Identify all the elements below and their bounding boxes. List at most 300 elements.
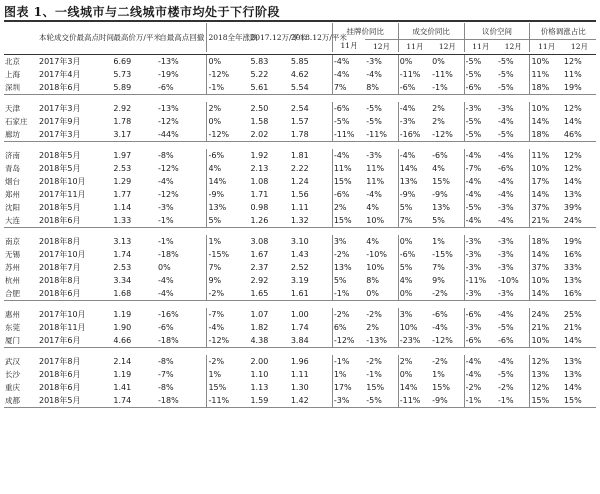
price-cut-nov-cell: 14% bbox=[530, 248, 563, 261]
price-2018-cell: 1.32 bbox=[290, 214, 333, 228]
drawdown-cell: -44% bbox=[157, 128, 207, 142]
bargain-nov-cell: -7% bbox=[464, 162, 497, 175]
price-2017-cell: 1.82 bbox=[250, 323, 269, 332]
price-cut-nov-cell: 10% bbox=[530, 55, 563, 69]
price-cut-nov-cell: 14% bbox=[530, 188, 563, 201]
deal-yoy-nov-cell: -4% bbox=[398, 149, 431, 162]
listing-yoy-dec-cell: 2% bbox=[366, 323, 379, 332]
rise-2018-cell: 1% bbox=[207, 235, 250, 248]
listing-yoy-nov-cell: 1% bbox=[332, 368, 365, 381]
listing-yoy-dec-cell: 4% bbox=[366, 237, 379, 246]
peak-price-cell: 2.53 bbox=[113, 164, 132, 173]
price-cut-nov-cell: 18% bbox=[530, 128, 563, 142]
bargain-nov-cell: -4% bbox=[464, 188, 497, 201]
rise-2018-cell: -12% bbox=[207, 128, 250, 142]
listing-yoy-nov-cell: -3% bbox=[332, 394, 365, 408]
rise-2018-cell: -7% bbox=[207, 308, 250, 321]
deal-yoy-dec-cell: 15% bbox=[432, 177, 450, 186]
listing-yoy-dec-cell: -2% bbox=[366, 310, 382, 319]
drawdown-cell: -13% bbox=[158, 57, 179, 66]
listing-yoy-nov-cell: 5% bbox=[332, 274, 365, 287]
listing-yoy-dec-cell: 8% bbox=[365, 81, 398, 95]
listing-yoy-dec-cell: 15% bbox=[366, 383, 385, 392]
listing-yoy-nov-cell: -11% bbox=[332, 128, 365, 142]
drawdown-cell: 0% bbox=[158, 263, 171, 272]
listing-yoy-nov-cell: -1% bbox=[332, 287, 365, 301]
group-gap bbox=[4, 228, 596, 236]
rise-2018-cell: -9% bbox=[207, 188, 250, 201]
deal-yoy-dec-cell: 5% bbox=[431, 214, 464, 228]
price-2018-cell: 1.78 bbox=[290, 128, 333, 142]
deal-yoy-dec-cell: 9% bbox=[432, 276, 445, 285]
header-price-2017-12: 2017.12万/平米 bbox=[250, 33, 307, 42]
deal-yoy-dec-cell: 1% bbox=[432, 237, 445, 246]
rise-2018-cell: -2% bbox=[207, 355, 250, 368]
price-cut-nov-cell: 18% bbox=[530, 235, 563, 248]
price-2018-cell: 3.84 bbox=[290, 334, 333, 348]
price-cut-nov-cell: 21% bbox=[530, 321, 563, 334]
header-month: 12月 bbox=[563, 40, 596, 53]
rise-2018-cell: 2% bbox=[207, 102, 250, 115]
deal-yoy-dec-cell: 1% bbox=[432, 370, 445, 379]
price-2018-cell: 1.11 bbox=[290, 203, 309, 212]
bargain-nov-cell: -5% bbox=[464, 55, 497, 69]
bargain-nov-cell: -4% bbox=[464, 175, 497, 188]
drawdown-cell: -18% bbox=[158, 250, 179, 259]
peak-price-cell: 1.29 bbox=[113, 177, 132, 186]
peak-price-cell: 1.33 bbox=[112, 214, 157, 228]
city-cell: 长沙 bbox=[5, 370, 20, 379]
rise-2018-cell: 5% bbox=[207, 214, 250, 228]
bargain-dec-cell: -3% bbox=[498, 203, 514, 212]
city-cell: 烟台 bbox=[5, 177, 20, 186]
deal-yoy-nov-cell: 14% bbox=[398, 381, 431, 394]
group-gap bbox=[4, 142, 596, 150]
table-row bbox=[4, 201, 596, 214]
price-2017-cell: 1.71 bbox=[250, 190, 269, 199]
table-row bbox=[4, 115, 596, 128]
peak-price-cell: 1.19 bbox=[113, 370, 132, 379]
header-month: 11月 bbox=[398, 40, 431, 53]
peak-time-cell: 2018年6月 bbox=[38, 214, 112, 228]
price-cut-nov-cell: 10% bbox=[530, 334, 563, 348]
deal-yoy-nov-cell: -4% bbox=[398, 102, 431, 115]
peak-price-cell: 5.89 bbox=[112, 81, 157, 95]
price-cut-dec-cell: 16% bbox=[563, 250, 582, 259]
listing-yoy-dec-cell: 11% bbox=[366, 177, 385, 186]
city-cell: 重庆 bbox=[5, 383, 20, 392]
price-2017-cell: 4.38 bbox=[249, 334, 289, 348]
bargain-nov-cell: -3% bbox=[464, 248, 497, 261]
drawdown-cell: -7% bbox=[158, 370, 174, 379]
price-cut-dec-cell: 14% bbox=[563, 383, 582, 392]
header-listing-yoy: 挂牌价同比 bbox=[332, 23, 398, 40]
deal-yoy-dec-cell: -12% bbox=[431, 128, 464, 142]
listing-yoy-nov-cell: 15% bbox=[332, 214, 365, 228]
price-2017-cell: 2.50 bbox=[250, 104, 269, 113]
price-cut-nov-cell: 10% bbox=[530, 162, 563, 175]
listing-yoy-nov-cell: 11% bbox=[332, 162, 365, 175]
listing-yoy-nov-cell: 13% bbox=[332, 261, 365, 274]
peak-time-cell: 2018年6月 bbox=[39, 370, 81, 379]
city-cell: 杭州 bbox=[5, 276, 20, 285]
listing-yoy-dec-cell: -3% bbox=[366, 151, 382, 160]
bargain-nov-cell: -4% bbox=[464, 149, 497, 162]
price-2018-cell: 1.30 bbox=[290, 383, 309, 392]
bargain-nov-cell: -5% bbox=[464, 115, 497, 128]
price-2017-cell: 5.83 bbox=[250, 57, 269, 66]
bargain-dec-cell: -5% bbox=[498, 57, 514, 66]
city-cell: 武汉 bbox=[5, 357, 20, 366]
price-2017-cell: 2.02 bbox=[249, 128, 289, 142]
peak-time-cell: 2018年5月 bbox=[38, 394, 112, 408]
price-2017-cell: 1.58 bbox=[250, 117, 269, 126]
price-2017-cell: 0.98 bbox=[250, 203, 269, 212]
price-2018-cell: 5.54 bbox=[290, 81, 333, 95]
header-month: 12月 bbox=[497, 40, 530, 53]
peak-time-cell: 2017年3月 bbox=[39, 57, 81, 66]
peak-price-cell: 1.14 bbox=[113, 203, 132, 212]
price-cut-dec-cell: 15% bbox=[563, 394, 596, 408]
peak-time-cell: 2018年8月 bbox=[39, 237, 81, 246]
bargain-nov-cell: -6% bbox=[464, 308, 497, 321]
price-2017-cell: 2.37 bbox=[250, 263, 269, 272]
peak-time-cell: 2017年3月 bbox=[38, 128, 112, 142]
price-2017-cell: 1.65 bbox=[249, 287, 289, 301]
price-cut-nov-cell: 18% bbox=[530, 81, 563, 95]
deal-yoy-nov-cell: 0% bbox=[398, 55, 431, 69]
deal-yoy-nov-cell: -16% bbox=[398, 128, 431, 142]
price-cut-nov-cell: 10% bbox=[530, 102, 563, 115]
rise-2018-cell: -6% bbox=[207, 149, 250, 162]
price-cut-nov-cell: 13% bbox=[530, 368, 563, 381]
peak-time-cell: 2017年8月 bbox=[39, 357, 81, 366]
bargain-dec-cell: -5% bbox=[498, 323, 514, 332]
listing-yoy-nov-cell: -4% bbox=[332, 149, 365, 162]
bargain-dec-cell: -3% bbox=[498, 237, 514, 246]
drawdown-cell: -8% bbox=[158, 357, 174, 366]
price-2018-cell: 5.85 bbox=[290, 57, 309, 66]
price-2018-cell: 2.54 bbox=[290, 104, 309, 113]
deal-yoy-nov-cell: 0% bbox=[398, 235, 431, 248]
deal-yoy-nov-cell: -11% bbox=[398, 68, 431, 81]
deal-yoy-dec-cell: 0% bbox=[432, 57, 445, 66]
header-month: 11月 bbox=[464, 40, 497, 53]
rise-2018-cell: 14% bbox=[207, 175, 250, 188]
price-2017-cell: 1.67 bbox=[250, 250, 269, 259]
peak-time-cell: 2018年5月 bbox=[39, 203, 81, 212]
price-cut-dec-cell: 13% bbox=[563, 190, 582, 199]
bargain-nov-cell: -3% bbox=[464, 102, 497, 115]
listing-yoy-nov-cell: -6% bbox=[332, 188, 365, 201]
bargain-nov-cell: -3% bbox=[464, 321, 497, 334]
drawdown-cell: -18% bbox=[157, 334, 207, 348]
bargain-nov-cell: -3% bbox=[464, 235, 497, 248]
drawdown-cell: -4% bbox=[157, 287, 207, 301]
price-cut-dec-cell: 13% bbox=[563, 276, 582, 285]
deal-yoy-dec-cell: 15% bbox=[432, 383, 450, 392]
bargain-nov-cell: -4% bbox=[464, 368, 497, 381]
price-cut-nov-cell: 12% bbox=[530, 381, 563, 394]
drawdown-cell: -8% bbox=[158, 383, 174, 392]
deal-yoy-dec-cell: -9% bbox=[432, 190, 448, 199]
listing-yoy-nov-cell: -2% bbox=[332, 308, 365, 321]
rise-2018-cell: -4% bbox=[207, 321, 250, 334]
listing-yoy-dec-cell: 4% bbox=[366, 203, 379, 212]
listing-yoy-nov-cell: -4% bbox=[332, 55, 365, 69]
drawdown-cell: -18% bbox=[157, 394, 207, 408]
figure-title: 图表 1、一线城市与二线城市楼市均处于下行阶段 bbox=[4, 5, 281, 19]
city-cell: 深圳 bbox=[4, 81, 38, 95]
deal-yoy-nov-cell: 3% bbox=[398, 308, 431, 321]
bargain-dec-cell: -4% bbox=[498, 190, 514, 199]
deal-yoy-nov-cell: -6% bbox=[398, 81, 431, 95]
bargain-dec-cell: -5% bbox=[497, 128, 530, 142]
bargain-dec-cell: -3% bbox=[498, 263, 514, 272]
price-2018-cell: 2.22 bbox=[290, 164, 309, 173]
header-peak-price: 最高价万/平米 bbox=[113, 33, 161, 42]
listing-yoy-dec-cell: -11% bbox=[365, 128, 398, 142]
bargain-dec-cell: -2% bbox=[498, 383, 514, 392]
listing-yoy-nov-cell: -6% bbox=[332, 102, 365, 115]
price-cut-dec-cell: 12% bbox=[563, 151, 582, 160]
table-row bbox=[4, 102, 596, 115]
peak-price-cell: 2.14 bbox=[113, 357, 132, 366]
peak-time-cell: 2018年6月 bbox=[38, 81, 112, 95]
listing-yoy-nov-cell: -12% bbox=[332, 334, 365, 348]
price-cut-nov-cell: 37% bbox=[530, 261, 563, 274]
peak-price-cell: 1.97 bbox=[113, 151, 132, 160]
price-cut-nov-cell: 10% bbox=[530, 274, 563, 287]
table-row bbox=[4, 321, 596, 334]
listing-yoy-nov-cell: -1% bbox=[332, 355, 365, 368]
deal-yoy-nov-cell: -11% bbox=[398, 394, 431, 408]
bargain-nov-cell: -3% bbox=[464, 287, 497, 301]
drawdown-cell: -13% bbox=[158, 104, 179, 113]
price-cut-dec-cell: 14% bbox=[563, 117, 582, 126]
rise-2018-cell: -12% bbox=[207, 68, 250, 81]
deal-yoy-nov-cell: 5% bbox=[398, 261, 431, 274]
drawdown-cell: -1% bbox=[158, 237, 174, 246]
listing-yoy-dec-cell: 0% bbox=[365, 287, 398, 301]
deal-yoy-dec-cell: -9% bbox=[431, 394, 464, 408]
deal-yoy-dec-cell: -4% bbox=[432, 323, 448, 332]
price-2018-cell: 1.11 bbox=[290, 370, 309, 379]
listing-yoy-nov-cell: 17% bbox=[332, 381, 365, 394]
rise-2018-cell: 0% bbox=[207, 115, 250, 128]
price-2018-cell: 1.43 bbox=[290, 250, 309, 259]
deal-yoy-nov-cell: 0% bbox=[398, 287, 431, 301]
table-row bbox=[4, 248, 596, 261]
bargain-dec-cell: -4% bbox=[498, 177, 514, 186]
listing-yoy-nov-cell: 7% bbox=[332, 81, 365, 95]
peak-price-cell: 2.92 bbox=[113, 104, 132, 113]
city-cell: 沈阳 bbox=[5, 203, 20, 212]
city-cell: 天津 bbox=[5, 104, 20, 113]
deal-yoy-nov-cell: -3% bbox=[398, 115, 431, 128]
deal-yoy-nov-cell: 2% bbox=[398, 355, 431, 368]
table-row bbox=[4, 368, 596, 381]
price-2018-cell: 1.81 bbox=[290, 151, 309, 160]
price-cut-dec-cell: 39% bbox=[563, 203, 582, 212]
listing-yoy-dec-cell: -5% bbox=[366, 117, 382, 126]
price-2017-cell: 2.92 bbox=[250, 276, 269, 285]
bargain-dec-cell: -6% bbox=[497, 334, 530, 348]
price-cut-nov-cell: 17% bbox=[530, 175, 563, 188]
bargain-nov-cell: -5% bbox=[464, 68, 497, 81]
deal-yoy-dec-cell: -2% bbox=[431, 287, 464, 301]
bargain-nov-cell: -4% bbox=[464, 355, 497, 368]
peak-time-cell: 2017年10月 bbox=[39, 250, 86, 259]
header-deal-yoy: 成交价同比 bbox=[398, 23, 464, 40]
peak-price-cell: 5.73 bbox=[113, 70, 132, 79]
drawdown-cell: -16% bbox=[158, 310, 179, 319]
price-cut-dec-cell: 12% bbox=[563, 164, 582, 173]
listing-yoy-dec-cell: 8% bbox=[366, 276, 379, 285]
price-2017-cell: 5.61 bbox=[249, 81, 289, 95]
listing-yoy-dec-cell: 11% bbox=[366, 164, 385, 173]
peak-price-cell: 4.66 bbox=[112, 334, 157, 348]
peak-time-cell: 2018年6月 bbox=[38, 287, 112, 301]
peak-time-cell: 2017年6月 bbox=[38, 334, 112, 348]
price-2017-cell: 2.00 bbox=[250, 357, 269, 366]
peak-time-cell: 2018年5月 bbox=[39, 164, 81, 173]
peak-time-cell: 2018年7月 bbox=[39, 263, 81, 272]
city-cell: 石家庄 bbox=[5, 117, 28, 126]
table-row bbox=[4, 308, 596, 321]
listing-yoy-nov-cell: 3% bbox=[332, 235, 365, 248]
peak-time-cell: 2017年10月 bbox=[39, 310, 86, 319]
deal-yoy-nov-cell: 14% bbox=[398, 162, 431, 175]
bargain-dec-cell: -3% bbox=[497, 287, 530, 301]
header-month: 12月 bbox=[431, 40, 464, 53]
header-peak-time: 本轮成交价最高点时间 bbox=[39, 33, 114, 42]
city-cell: 厦门 bbox=[4, 334, 38, 348]
header-row bbox=[4, 23, 596, 40]
table-row bbox=[4, 334, 596, 348]
drawdown-cell: -6% bbox=[158, 323, 174, 332]
peak-price-cell: 6.69 bbox=[113, 57, 132, 66]
price-cut-dec-cell: 46% bbox=[563, 128, 596, 142]
peak-price-cell: 3.34 bbox=[113, 276, 132, 285]
table-row bbox=[4, 394, 596, 408]
peak-time-cell: 2017年3月 bbox=[39, 104, 81, 113]
price-cut-nov-cell: 21% bbox=[530, 214, 563, 228]
deal-yoy-nov-cell: 5% bbox=[398, 201, 431, 214]
group-gap bbox=[4, 348, 596, 356]
peak-time-cell: 2017年11月 bbox=[39, 190, 86, 199]
rise-2018-cell: -2% bbox=[207, 287, 250, 301]
price-2018-cell: 1.61 bbox=[290, 287, 333, 301]
city-cell: 大连 bbox=[4, 214, 38, 228]
price-cut-dec-cell: 14% bbox=[563, 334, 596, 348]
price-cut-dec-cell: 25% bbox=[563, 310, 582, 319]
bargain-nov-cell: -2% bbox=[464, 381, 497, 394]
city-cell: 廊坊 bbox=[4, 128, 38, 142]
bargain-dec-cell: -6% bbox=[498, 164, 514, 173]
deal-yoy-dec-cell: -11% bbox=[432, 70, 453, 79]
bargain-dec-cell: -3% bbox=[498, 250, 514, 259]
listing-yoy-nov-cell: -2% bbox=[332, 248, 365, 261]
header-month: 12月 bbox=[365, 40, 398, 53]
deal-yoy-dec-cell: 7% bbox=[432, 263, 445, 272]
price-2018-cell: 3.19 bbox=[290, 276, 309, 285]
deal-yoy-dec-cell: -6% bbox=[432, 310, 448, 319]
deal-yoy-nov-cell: 0% bbox=[398, 368, 431, 381]
price-cut-nov-cell: 14% bbox=[530, 115, 563, 128]
deal-yoy-nov-cell: 7% bbox=[398, 214, 431, 228]
peak-price-cell: 1.74 bbox=[112, 394, 157, 408]
rise-2018-cell: -11% bbox=[207, 394, 250, 408]
bargain-nov-cell: -11% bbox=[464, 274, 497, 287]
table-row bbox=[4, 81, 596, 95]
rise-2018-cell: 0% bbox=[207, 55, 250, 69]
listing-yoy-dec-cell: -5% bbox=[366, 104, 382, 113]
peak-price-cell: 2.53 bbox=[113, 263, 132, 272]
deal-yoy-nov-cell: -6% bbox=[398, 248, 431, 261]
rise-2018-cell: 15% bbox=[207, 381, 250, 394]
price-cut-nov-cell: 15% bbox=[530, 394, 563, 408]
rise-2018-cell: 1% bbox=[207, 368, 250, 381]
deal-yoy-dec-cell: -15% bbox=[432, 250, 453, 259]
bargain-nov-cell: -5% bbox=[464, 201, 497, 214]
table-row bbox=[4, 214, 596, 228]
price-2018-cell: 1.96 bbox=[290, 357, 309, 366]
price-cut-nov-cell: 14% bbox=[530, 287, 563, 301]
header-drawdown: 自最高点回撤 bbox=[159, 33, 205, 42]
table-row bbox=[4, 261, 596, 274]
header-month: 11月 bbox=[332, 40, 365, 53]
peak-price-cell: 1.77 bbox=[113, 190, 132, 199]
listing-yoy-dec-cell: -2% bbox=[366, 357, 382, 366]
housing-price-table bbox=[4, 23, 596, 408]
city-cell: 苏州 bbox=[5, 263, 20, 272]
peak-price-cell: 1.68 bbox=[112, 287, 157, 301]
group-gap bbox=[4, 301, 596, 309]
header-rise-2018: 2018全年涨跌 bbox=[207, 23, 250, 52]
header-price-cut-share: 价格调涨占比 bbox=[530, 23, 596, 40]
price-cut-nov-cell: 37% bbox=[530, 201, 563, 214]
price-cut-dec-cell: 11% bbox=[563, 70, 582, 79]
price-cut-dec-cell: 13% bbox=[563, 370, 582, 379]
peak-price-cell: 3.13 bbox=[113, 237, 132, 246]
bargain-dec-cell: -3% bbox=[498, 104, 514, 113]
top-rule bbox=[4, 20, 596, 22]
bargain-dec-cell: -1% bbox=[497, 394, 530, 408]
listing-yoy-dec-cell: 10% bbox=[366, 263, 385, 272]
price-2017-cell: 1.26 bbox=[249, 214, 289, 228]
deal-yoy-nov-cell: -23% bbox=[398, 334, 431, 348]
bargain-nov-cell: -6% bbox=[464, 334, 497, 348]
price-2017-cell: 1.59 bbox=[249, 394, 289, 408]
price-2018-cell: 1.74 bbox=[290, 323, 309, 332]
rise-2018-cell: -1% bbox=[207, 81, 250, 95]
header-city bbox=[4, 23, 38, 52]
table-row bbox=[4, 235, 596, 248]
table-row bbox=[4, 381, 596, 394]
price-cut-dec-cell: 12% bbox=[563, 57, 582, 66]
bargain-dec-cell: -5% bbox=[497, 81, 530, 95]
listing-yoy-nov-cell: -5% bbox=[332, 115, 365, 128]
price-cut-dec-cell: 33% bbox=[563, 263, 582, 272]
rise-2018-cell: 9% bbox=[207, 274, 250, 287]
bargain-nov-cell: -3% bbox=[464, 261, 497, 274]
table-row bbox=[4, 287, 596, 301]
table-body bbox=[4, 55, 596, 408]
city-cell: 青岛 bbox=[5, 164, 20, 173]
price-2017-cell: 2.13 bbox=[250, 164, 269, 173]
table-row bbox=[4, 149, 596, 162]
